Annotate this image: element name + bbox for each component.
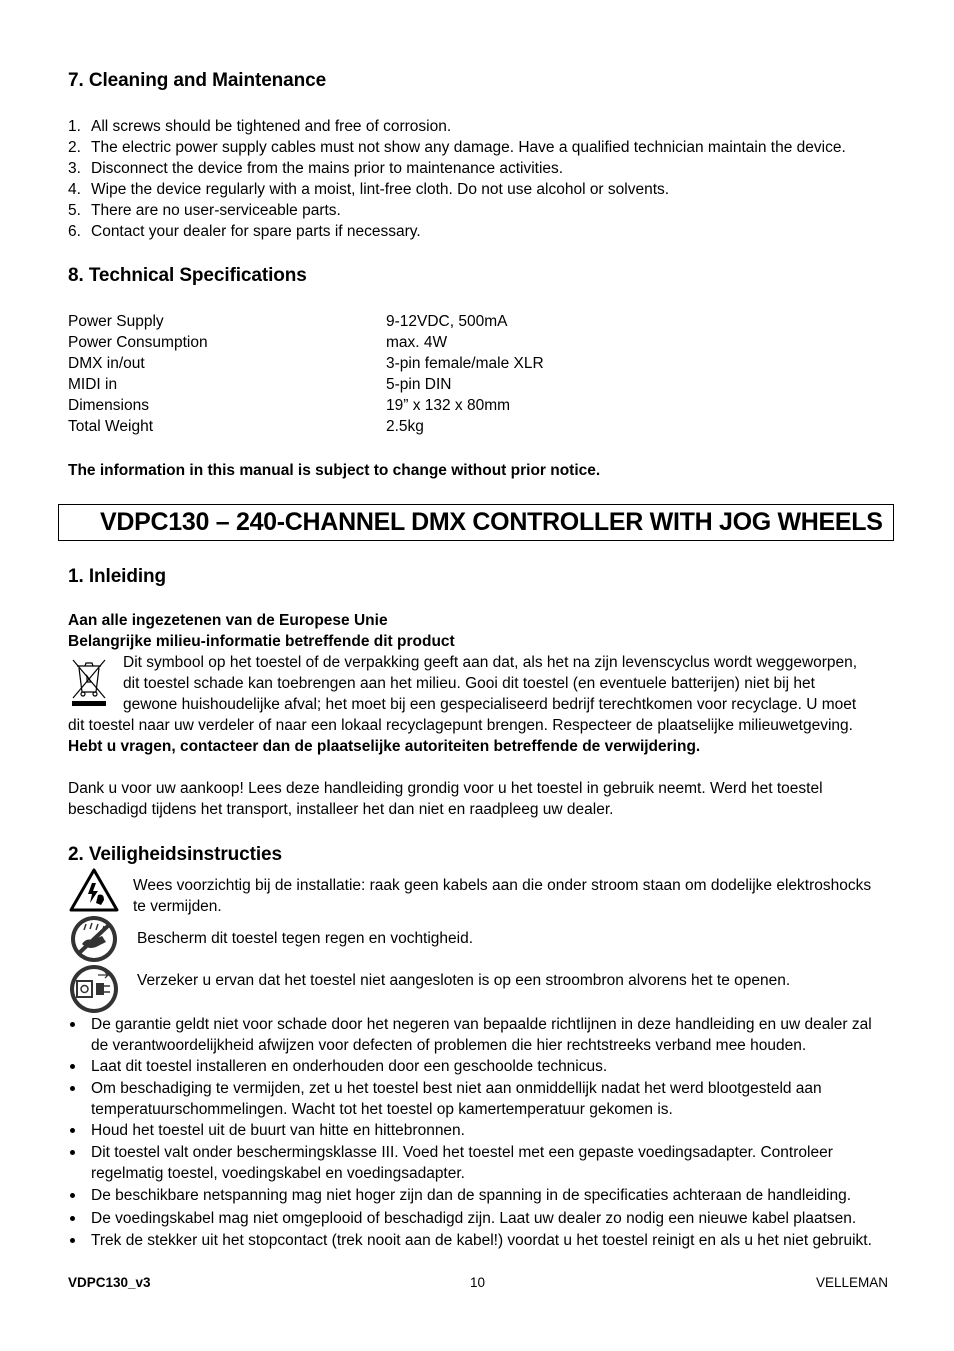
list-item: Trek de stekker uit het stopcontact (trek nooit aan de kabel!) voordat u het toestel reinigt en als u het niet gebruikt. [68, 1230, 908, 1251]
section-heading-cleaning: 7. Cleaning and Maintenance [68, 70, 327, 91]
intro-subheading-eu: Aan alle ingezetenen van de Europese Unie [68, 612, 388, 629]
intro-subheading-env: Belangrijke milieu-informatie betreffende dit product [68, 633, 455, 650]
section-heading-inleiding: 1. Inleiding [68, 566, 167, 587]
safety-bullet-list [68, 1014, 908, 1251]
list-item: 6. Contact your dealer for spare parts if necessary. [68, 223, 421, 240]
section-heading-veiligheid: 2. Veiligheidsinstructies [68, 844, 282, 865]
shock-warning-text: Wees voorzichtig bij de installatie: raak geen kabels aan die onder stroom staan om dodelijke elektroshocks te vermijden. [133, 877, 872, 915]
list-item: Dit toestel valt onder beschermingsklasse III. Voed het toestel met een gepaste voedingsadapter. Controleer regelmatig toestel, voedingskabel en voedingsadapter. [68, 1142, 908, 1184]
list-item: De voedingskabel mag niet omgeplooid of beschadigd zijn. Laat uw dealer zo nodig een nieuwe kabel plaatsen. [68, 1208, 908, 1229]
table-row: MIDI in 5-pin DIN [68, 376, 452, 393]
list-item: 2. The electric power supply cables must not show any damage. Have a qualified technician maintain the device. [68, 139, 846, 156]
footer-doc-id: VDPC130_v3 [68, 1275, 151, 1290]
rain-warning-text: Bescherm dit toestel tegen regen en vochtigheid. [137, 930, 474, 947]
no-rain-icon [68, 914, 120, 964]
cleaning-list [68, 116, 846, 242]
weee-text: Dit symbool op het toestel of de verpakking geeft aan dat, als het na zijn levenscyclus wordt weggeworpen, dit toestel schade kan toebrengen aan het milieu. Gooi dit toestel (en eventuele batterijen) niet bij het gewone huishoudelijke afval; het moet bij een gespecialiseerd bedrijf terechtkomen voor recyclage. U moet [123, 654, 858, 713]
list-item: Houd het toestel uit de buurt van hitte en hittebronnen. [68, 1120, 908, 1141]
footer-page-number: 10 [470, 1275, 486, 1290]
list-item: De beschikbare netspanning mag niet hoger zijn dan de spanning in de specificaties achteraan de handleiding. [68, 1185, 908, 1206]
list-item: 3. Disconnect the device from the mains prior to maintenance activities. [68, 160, 564, 177]
table-row: Power Supply 9-12VDC, 500mA [68, 313, 508, 330]
footer-brand: VELLEMAN [816, 1275, 889, 1290]
weee-contact-note: Hebt u vragen, contacteer dan de plaatselijke autoriteiten betreffende de verwijdering. [68, 738, 701, 755]
product-title: VDPC130 – 240-CHANNEL DMX CONTROLLER WITH JOG WHEELS [100, 508, 883, 536]
list-item: Om beschadiging te vermijden, zet u het toestel best niet aan onmiddellijk nadat het werd blootgesteld aan temperatuurschommelingen. Wacht tot het toestel op kamertemperatuur gekomen is. [68, 1078, 908, 1120]
list-item: De garantie geldt niet voor schade door het negeren van bepaalde richtlijnen in deze handleiding en uw dealer zal de verantwoordelijkheid afwijzen voor defecten of problemen die hier rechtstreeks verband mee houden. [68, 1014, 908, 1056]
weee-bin-icon [68, 656, 110, 706]
thanks-paragraph: Dank u voor uw aankoop! Lees deze handleiding grondig voor u het toestel in gebruik neemt. Werd het toestel beschadigd tijdens het transport, installeer het dan niet en raadpleeg uw dealer. [68, 780, 823, 818]
table-row: Dimensions 19” x 132 x 80mm [68, 397, 511, 414]
change-notice: The information in this manual is subject to change without prior notice. [68, 462, 601, 479]
unplug-icon [68, 963, 120, 1015]
product-title-box [58, 504, 894, 541]
list-item: 4. Wipe the device regularly with a moist, lint-free cloth. Do not use alcohol or solvents. [68, 181, 670, 198]
table-row: Total Weight 2.5kg [68, 418, 424, 435]
list-item: 1. All screws should be tightened and free of corrosion. [68, 118, 452, 135]
list-item: Laat dit toestel installeren en onderhouden door een geschoolde technicus. [68, 1056, 908, 1077]
specs-table [68, 311, 544, 437]
table-row: Power Consumption max. 4W [68, 334, 448, 351]
unplug-warning-text: Verzeker u ervan dat het toestel niet aangesloten is op een stroombron alvorens het te openen. [137, 972, 791, 989]
weee-text-last: dit toestel naar uw verdeler of naar een lokaal recyclagepunt brengen. Respecteer de plaatselijke milieuwetgeving. [68, 717, 853, 734]
table-row: DMX in/out 3-pin female/male XLR [68, 355, 544, 372]
section-heading-specs: 8. Technical Specifications [68, 265, 307, 286]
electric-shock-warning-icon [68, 867, 120, 913]
list-item: 5. There are no user-serviceable parts. [68, 202, 341, 219]
